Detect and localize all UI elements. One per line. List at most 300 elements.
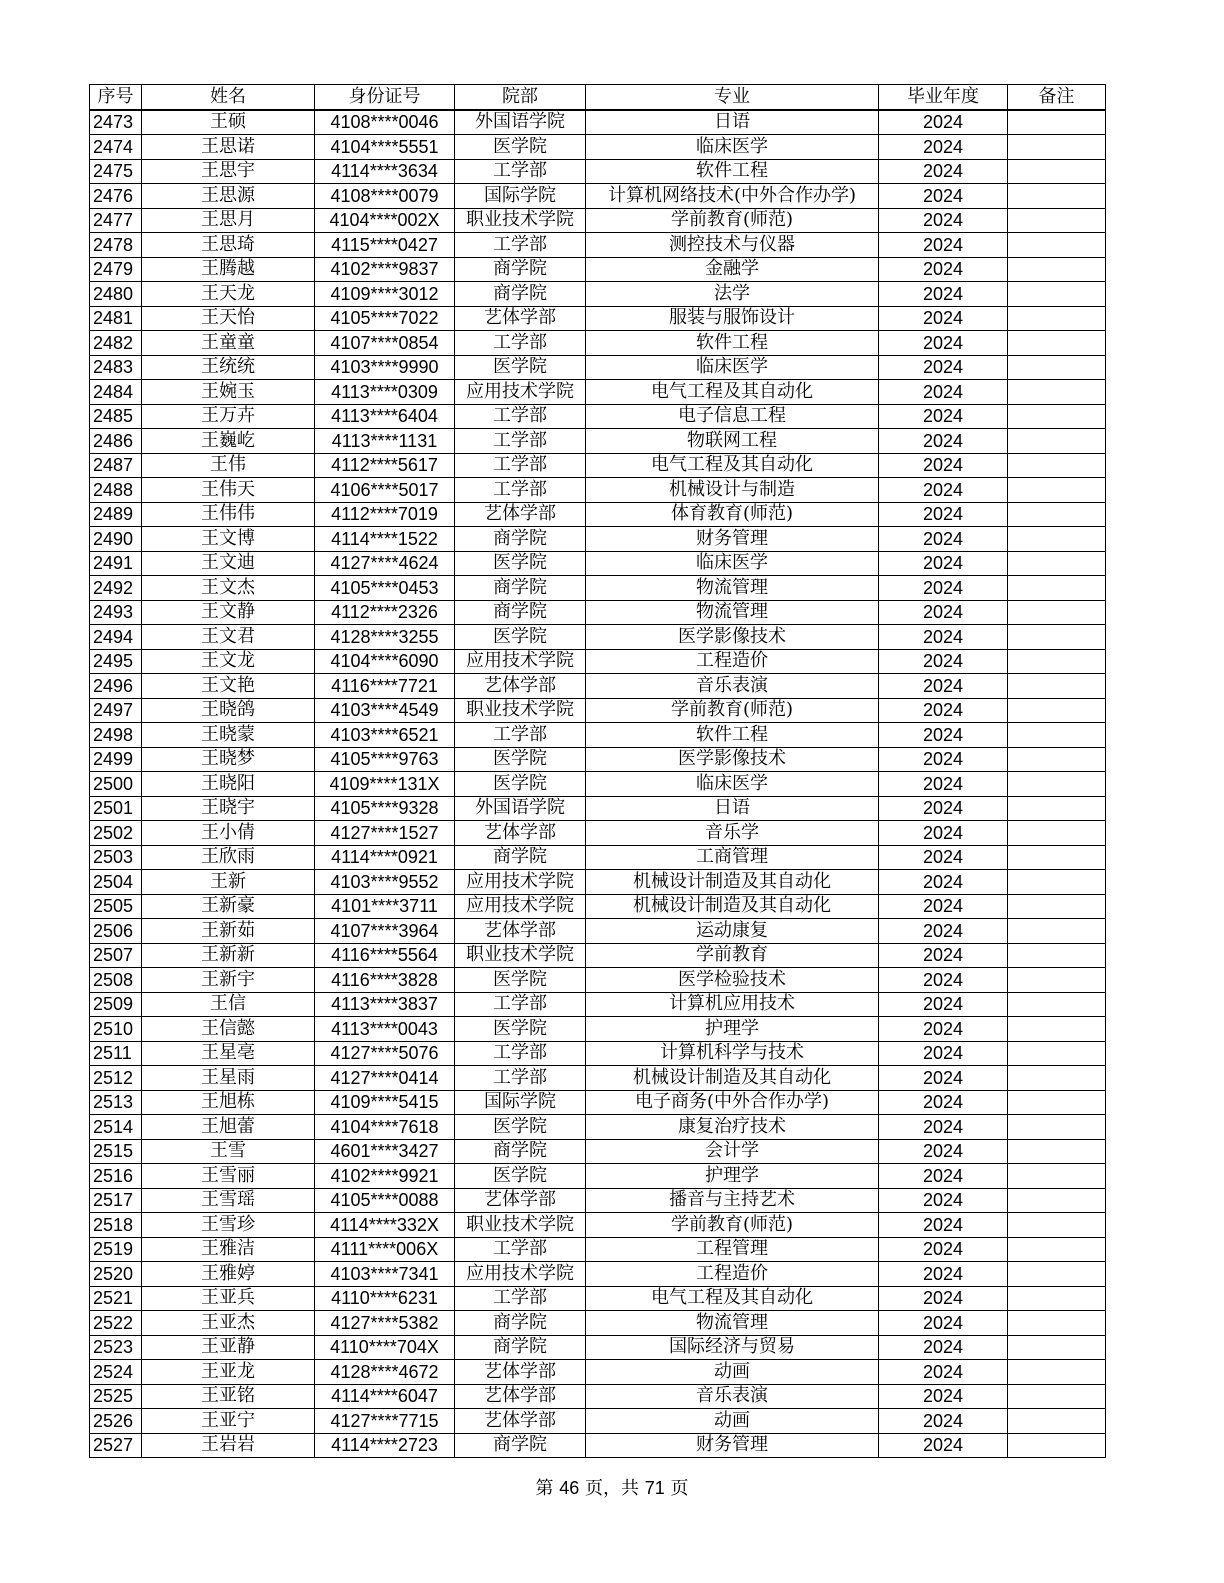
cell-serial: 2523: [90, 1335, 142, 1360]
cell-remarks: [1008, 600, 1106, 625]
cell-remarks: [1008, 282, 1106, 307]
cell-major: 临床医学: [586, 355, 879, 380]
cell-major: 音乐学: [586, 821, 879, 846]
cell-id-number: 4102****9837: [315, 257, 455, 282]
cell-serial: 2509: [90, 992, 142, 1017]
cell-graduation-year: 2024: [879, 1041, 1008, 1066]
cell-serial: 2512: [90, 1066, 142, 1091]
cell-remarks: [1008, 1115, 1106, 1140]
cell-graduation-year: 2024: [879, 1433, 1008, 1458]
cell-name: 王晓鸽: [142, 698, 315, 723]
cell-major: 物流管理: [586, 576, 879, 601]
cell-name: 王思诺: [142, 135, 315, 160]
cell-graduation-year: 2024: [879, 404, 1008, 429]
header-graduation-year: 毕业年度: [879, 85, 1008, 110]
cell-major: 电气工程及其自动化: [586, 453, 879, 478]
cell-id-number: 4110****704X: [315, 1335, 455, 1360]
cell-serial: 2493: [90, 600, 142, 625]
header-name: 姓名: [142, 85, 315, 110]
cell-name: 王伟天: [142, 478, 315, 503]
cell-id-number: 4103****4549: [315, 698, 455, 723]
cell-graduation-year: 2024: [879, 698, 1008, 723]
cell-serial: 2508: [90, 968, 142, 993]
cell-name: 王雪丽: [142, 1164, 315, 1189]
cell-department: 工学部: [455, 1041, 586, 1066]
cell-id-number: 4103****9990: [315, 355, 455, 380]
table-row: [90, 1384, 1106, 1409]
table-row: [90, 1164, 1106, 1189]
cell-serial: 2517: [90, 1188, 142, 1213]
cell-id-number: 4108****0046: [315, 110, 455, 135]
cell-serial: 2515: [90, 1139, 142, 1164]
cell-graduation-year: 2024: [879, 135, 1008, 160]
cell-remarks: [1008, 478, 1106, 503]
cell-id-number: 4103****7341: [315, 1262, 455, 1287]
cell-name: 王万卉: [142, 404, 315, 429]
header-major: 专业: [586, 85, 879, 110]
cell-id-number: 4107****3964: [315, 919, 455, 944]
cell-name: 王雅婷: [142, 1262, 315, 1287]
cell-department: 应用技术学院: [455, 894, 586, 919]
cell-serial: 2519: [90, 1237, 142, 1262]
cell-graduation-year: 2024: [879, 1066, 1008, 1091]
cell-name: 王文艳: [142, 674, 315, 699]
cell-major: 医学影像技术: [586, 747, 879, 772]
cell-major: 机械设计制造及其自动化: [586, 870, 879, 895]
table-row: [90, 159, 1106, 184]
cell-major: 计算机应用技术: [586, 992, 879, 1017]
cell-department: 商学院: [455, 1139, 586, 1164]
cell-remarks: [1008, 698, 1106, 723]
cell-id-number: 4107****0854: [315, 331, 455, 356]
graduate-list-table: [89, 84, 1106, 1458]
table-row: [90, 600, 1106, 625]
cell-graduation-year: 2024: [879, 821, 1008, 846]
table-row: [90, 453, 1106, 478]
cell-remarks: [1008, 1433, 1106, 1458]
cell-graduation-year: 2024: [879, 159, 1008, 184]
cell-name: 王思源: [142, 184, 315, 209]
cell-id-number: 4104****7618: [315, 1115, 455, 1140]
cell-name: 王新新: [142, 943, 315, 968]
cell-major: 会计学: [586, 1139, 879, 1164]
cell-remarks: [1008, 208, 1106, 233]
cell-name: 王新宇: [142, 968, 315, 993]
cell-id-number: 4105****0453: [315, 576, 455, 601]
cell-name: 王晓蒙: [142, 723, 315, 748]
cell-name: 王亚静: [142, 1335, 315, 1360]
cell-name: 王亚兵: [142, 1286, 315, 1311]
cell-id-number: 4128****3255: [315, 625, 455, 650]
cell-serial: 2474: [90, 135, 142, 160]
table-row: [90, 282, 1106, 307]
cell-department: 商学院: [455, 576, 586, 601]
cell-name: 王小倩: [142, 821, 315, 846]
cell-graduation-year: 2024: [879, 894, 1008, 919]
table-row: [90, 943, 1106, 968]
cell-remarks: [1008, 1188, 1106, 1213]
table-row: [90, 1360, 1106, 1385]
table-row: [90, 796, 1106, 821]
cell-id-number: 4111****006X: [315, 1237, 455, 1262]
header-id-number: 身份证号: [315, 85, 455, 110]
cell-graduation-year: 2024: [879, 331, 1008, 356]
cell-remarks: [1008, 429, 1106, 454]
table-row: [90, 135, 1106, 160]
cell-name: 王雪: [142, 1139, 315, 1164]
cell-major: 音乐表演: [586, 1384, 879, 1409]
cell-name: 王文博: [142, 527, 315, 552]
cell-major: 机械设计与制造: [586, 478, 879, 503]
table-row: [90, 380, 1106, 405]
cell-major: 金融学: [586, 257, 879, 282]
cell-department: 医学院: [455, 968, 586, 993]
cell-serial: 2487: [90, 453, 142, 478]
cell-graduation-year: 2024: [879, 282, 1008, 307]
cell-remarks: [1008, 1335, 1106, 1360]
cell-id-number: 4114****1522: [315, 527, 455, 552]
page-footer: [0, 1474, 1224, 1500]
cell-remarks: [1008, 747, 1106, 772]
cell-id-number: 4115****0427: [315, 233, 455, 258]
cell-id-number: 4114****6047: [315, 1384, 455, 1409]
cell-remarks: [1008, 380, 1106, 405]
cell-name: 王文杰: [142, 576, 315, 601]
cell-department: 工学部: [455, 478, 586, 503]
cell-serial: 2488: [90, 478, 142, 503]
footer-prefix: 第: [535, 1478, 554, 1499]
cell-graduation-year: 2024: [879, 478, 1008, 503]
cell-graduation-year: 2024: [879, 1335, 1008, 1360]
cell-name: 王思琦: [142, 233, 315, 258]
cell-graduation-year: 2024: [879, 600, 1008, 625]
cell-id-number: 4127****5076: [315, 1041, 455, 1066]
cell-remarks: [1008, 796, 1106, 821]
cell-major: 服装与服饰设计: [586, 306, 879, 331]
cell-graduation-year: 2024: [879, 576, 1008, 601]
cell-remarks: [1008, 1213, 1106, 1238]
cell-serial: 2518: [90, 1213, 142, 1238]
cell-serial: 2479: [90, 257, 142, 282]
cell-serial: 2473: [90, 110, 142, 135]
cell-department: 商学院: [455, 257, 586, 282]
table-row: [90, 1311, 1106, 1336]
cell-id-number: 4112****5617: [315, 453, 455, 478]
cell-remarks: [1008, 306, 1106, 331]
cell-serial: 2503: [90, 845, 142, 870]
cell-name: 王亚龙: [142, 1360, 315, 1385]
cell-remarks: [1008, 968, 1106, 993]
cell-graduation-year: 2024: [879, 943, 1008, 968]
cell-department: 医学院: [455, 625, 586, 650]
cell-department: 医学院: [455, 355, 586, 380]
cell-serial: 2476: [90, 184, 142, 209]
cell-graduation-year: 2024: [879, 1188, 1008, 1213]
cell-graduation-year: 2024: [879, 1017, 1008, 1042]
cell-graduation-year: 2024: [879, 1115, 1008, 1140]
cell-department: 国际学院: [455, 184, 586, 209]
table-row: [90, 576, 1106, 601]
table-row: [90, 110, 1106, 135]
cell-remarks: [1008, 110, 1106, 135]
cell-remarks: [1008, 331, 1106, 356]
cell-remarks: [1008, 1164, 1106, 1189]
cell-department: 艺体学部: [455, 674, 586, 699]
cell-serial: 2520: [90, 1262, 142, 1287]
cell-major: 财务管理: [586, 1433, 879, 1458]
cell-major: 机械设计制造及其自动化: [586, 894, 879, 919]
table-row: [90, 845, 1106, 870]
cell-name: 王雪瑶: [142, 1188, 315, 1213]
cell-major: 工商管理: [586, 845, 879, 870]
cell-serial: 2497: [90, 698, 142, 723]
cell-major: 医学检验技术: [586, 968, 879, 993]
cell-graduation-year: 2024: [879, 380, 1008, 405]
cell-department: 医学院: [455, 1164, 586, 1189]
cell-remarks: [1008, 1237, 1106, 1262]
cell-department: 职业技术学院: [455, 1213, 586, 1238]
table-row: [90, 772, 1106, 797]
cell-remarks: [1008, 135, 1106, 160]
cell-name: 王晓梦: [142, 747, 315, 772]
cell-id-number: 4116****7721: [315, 674, 455, 699]
table-row: [90, 1115, 1106, 1140]
cell-remarks: [1008, 404, 1106, 429]
cell-remarks: [1008, 184, 1106, 209]
cell-remarks: [1008, 233, 1106, 258]
cell-major: 播音与主持艺术: [586, 1188, 879, 1213]
cell-graduation-year: 2024: [879, 747, 1008, 772]
cell-serial: 2524: [90, 1360, 142, 1385]
cell-graduation-year: 2024: [879, 919, 1008, 944]
cell-department: 商学院: [455, 1311, 586, 1336]
cell-department: 应用技术学院: [455, 380, 586, 405]
cell-id-number: 4106****5017: [315, 478, 455, 503]
table-row: [90, 502, 1106, 527]
table-row: [90, 184, 1106, 209]
cell-department: 医学院: [455, 551, 586, 576]
table-row: [90, 698, 1106, 723]
cell-id-number: 4112****2326: [315, 600, 455, 625]
cell-major: 动画: [586, 1409, 879, 1434]
cell-graduation-year: 2024: [879, 306, 1008, 331]
cell-department: 医学院: [455, 747, 586, 772]
cell-department: 商学院: [455, 1433, 586, 1458]
cell-graduation-year: 2024: [879, 1262, 1008, 1287]
cell-remarks: [1008, 1090, 1106, 1115]
cell-serial: 2490: [90, 527, 142, 552]
cell-major: 临床医学: [586, 772, 879, 797]
cell-graduation-year: 2024: [879, 796, 1008, 821]
cell-graduation-year: 2024: [879, 1139, 1008, 1164]
cell-remarks: [1008, 870, 1106, 895]
table-row: [90, 894, 1106, 919]
cell-major: 日语: [586, 796, 879, 821]
cell-graduation-year: 2024: [879, 257, 1008, 282]
footer-middle: 页，共: [585, 1478, 639, 1499]
cell-id-number: 4114****3634: [315, 159, 455, 184]
cell-remarks: [1008, 674, 1106, 699]
cell-department: 工学部: [455, 1066, 586, 1091]
cell-remarks: [1008, 453, 1106, 478]
cell-department: 职业技术学院: [455, 698, 586, 723]
cell-serial: 2507: [90, 943, 142, 968]
cell-major: 软件工程: [586, 723, 879, 748]
cell-remarks: [1008, 502, 1106, 527]
cell-graduation-year: 2024: [879, 1286, 1008, 1311]
cell-serial: 2516: [90, 1164, 142, 1189]
cell-department: 艺体学部: [455, 502, 586, 527]
cell-department: 艺体学部: [455, 306, 586, 331]
table-row: [90, 233, 1106, 258]
cell-major: 计算机科学与技术: [586, 1041, 879, 1066]
cell-major: 物联网工程: [586, 429, 879, 454]
cell-remarks: [1008, 257, 1106, 282]
cell-id-number: 4103****9552: [315, 870, 455, 895]
cell-major: 计算机网络技术(中外合作办学): [586, 184, 879, 209]
cell-department: 工学部: [455, 331, 586, 356]
cell-serial: 2495: [90, 649, 142, 674]
cell-remarks: [1008, 1311, 1106, 1336]
table-row: [90, 1213, 1106, 1238]
cell-remarks: [1008, 1041, 1106, 1066]
footer-total-pages: 71: [644, 1478, 665, 1498]
cell-department: 艺体学部: [455, 1384, 586, 1409]
table-row: [90, 355, 1106, 380]
cell-name: 王岩岩: [142, 1433, 315, 1458]
cell-id-number: 4116****5564: [315, 943, 455, 968]
cell-id-number: 4104****002X: [315, 208, 455, 233]
cell-id-number: 4104****6090: [315, 649, 455, 674]
cell-department: 应用技术学院: [455, 1262, 586, 1287]
cell-major: 临床医学: [586, 551, 879, 576]
cell-department: 外国语学院: [455, 796, 586, 821]
cell-name: 王伟伟: [142, 502, 315, 527]
cell-id-number: 4105****9328: [315, 796, 455, 821]
cell-name: 王旭蕾: [142, 1115, 315, 1140]
table-row: [90, 478, 1106, 503]
table-row: [90, 1188, 1106, 1213]
cell-serial: 2526: [90, 1409, 142, 1434]
cell-remarks: [1008, 1017, 1106, 1042]
cell-remarks: [1008, 1066, 1106, 1091]
table-row: [90, 1237, 1106, 1262]
cell-remarks: [1008, 527, 1106, 552]
cell-id-number: 4127****0414: [315, 1066, 455, 1091]
cell-graduation-year: 2024: [879, 1090, 1008, 1115]
footer-page-number: 46: [559, 1478, 580, 1498]
cell-name: 王天龙: [142, 282, 315, 307]
cell-id-number: 4104****5551: [315, 135, 455, 160]
cell-serial: 2482: [90, 331, 142, 356]
cell-id-number: 4601****3427: [315, 1139, 455, 1164]
cell-serial: 2521: [90, 1286, 142, 1311]
cell-name: 王文君: [142, 625, 315, 650]
cell-department: 国际学院: [455, 1090, 586, 1115]
cell-id-number: 4109****3012: [315, 282, 455, 307]
cell-remarks: [1008, 821, 1106, 846]
cell-remarks: [1008, 625, 1106, 650]
cell-department: 外国语学院: [455, 110, 586, 135]
table-row: [90, 1409, 1106, 1434]
cell-graduation-year: 2024: [879, 1311, 1008, 1336]
cell-department: 医学院: [455, 1017, 586, 1042]
table-row: [90, 551, 1106, 576]
cell-major: 学前教育(师范): [586, 698, 879, 723]
table-row: [90, 1090, 1106, 1115]
cell-id-number: 4112****7019: [315, 502, 455, 527]
cell-serial: 2511: [90, 1041, 142, 1066]
cell-graduation-year: 2024: [879, 1164, 1008, 1189]
table-row: [90, 625, 1106, 650]
cell-serial: 2498: [90, 723, 142, 748]
cell-id-number: 4101****3711: [315, 894, 455, 919]
cell-remarks: [1008, 159, 1106, 184]
cell-remarks: [1008, 772, 1106, 797]
cell-id-number: 4113****1131: [315, 429, 455, 454]
cell-department: 艺体学部: [455, 919, 586, 944]
cell-name: 王童童: [142, 331, 315, 356]
cell-serial: 2505: [90, 894, 142, 919]
table-row: [90, 747, 1106, 772]
cell-department: 医学院: [455, 772, 586, 797]
cell-name: 王星雨: [142, 1066, 315, 1091]
cell-name: 王信: [142, 992, 315, 1017]
cell-major: 电子信息工程: [586, 404, 879, 429]
cell-serial: 2514: [90, 1115, 142, 1140]
cell-graduation-year: 2024: [879, 208, 1008, 233]
cell-name: 王思月: [142, 208, 315, 233]
cell-graduation-year: 2024: [879, 502, 1008, 527]
cell-graduation-year: 2024: [879, 649, 1008, 674]
table-row: [90, 1139, 1106, 1164]
table-row: [90, 723, 1106, 748]
cell-id-number: 4105****0088: [315, 1188, 455, 1213]
cell-major: 运动康复: [586, 919, 879, 944]
table-row: [90, 674, 1106, 699]
table-row: [90, 404, 1106, 429]
cell-serial: 2475: [90, 159, 142, 184]
cell-id-number: 4103****6521: [315, 723, 455, 748]
footer-suffix: 页: [670, 1478, 689, 1499]
cell-serial: 2506: [90, 919, 142, 944]
cell-remarks: [1008, 1409, 1106, 1434]
cell-graduation-year: 2024: [879, 674, 1008, 699]
cell-remarks: [1008, 943, 1106, 968]
cell-remarks: [1008, 1384, 1106, 1409]
table-header-row: [90, 85, 1106, 110]
cell-id-number: 4105****7022: [315, 306, 455, 331]
cell-remarks: [1008, 894, 1106, 919]
cell-id-number: 4114****0921: [315, 845, 455, 870]
cell-graduation-year: 2024: [879, 992, 1008, 1017]
cell-graduation-year: 2024: [879, 723, 1008, 748]
cell-major: 工程管理: [586, 1237, 879, 1262]
table-row: [90, 208, 1106, 233]
cell-graduation-year: 2024: [879, 870, 1008, 895]
cell-serial: 2522: [90, 1311, 142, 1336]
cell-department: 医学院: [455, 135, 586, 160]
cell-major: 体育教育(师范): [586, 502, 879, 527]
cell-major: 动画: [586, 1360, 879, 1385]
cell-department: 工学部: [455, 159, 586, 184]
cell-id-number: 4127****1527: [315, 821, 455, 846]
cell-remarks: [1008, 576, 1106, 601]
cell-id-number: 4113****0043: [315, 1017, 455, 1042]
table-row: [90, 1041, 1106, 1066]
cell-major: 软件工程: [586, 331, 879, 356]
cell-major: 日语: [586, 110, 879, 135]
